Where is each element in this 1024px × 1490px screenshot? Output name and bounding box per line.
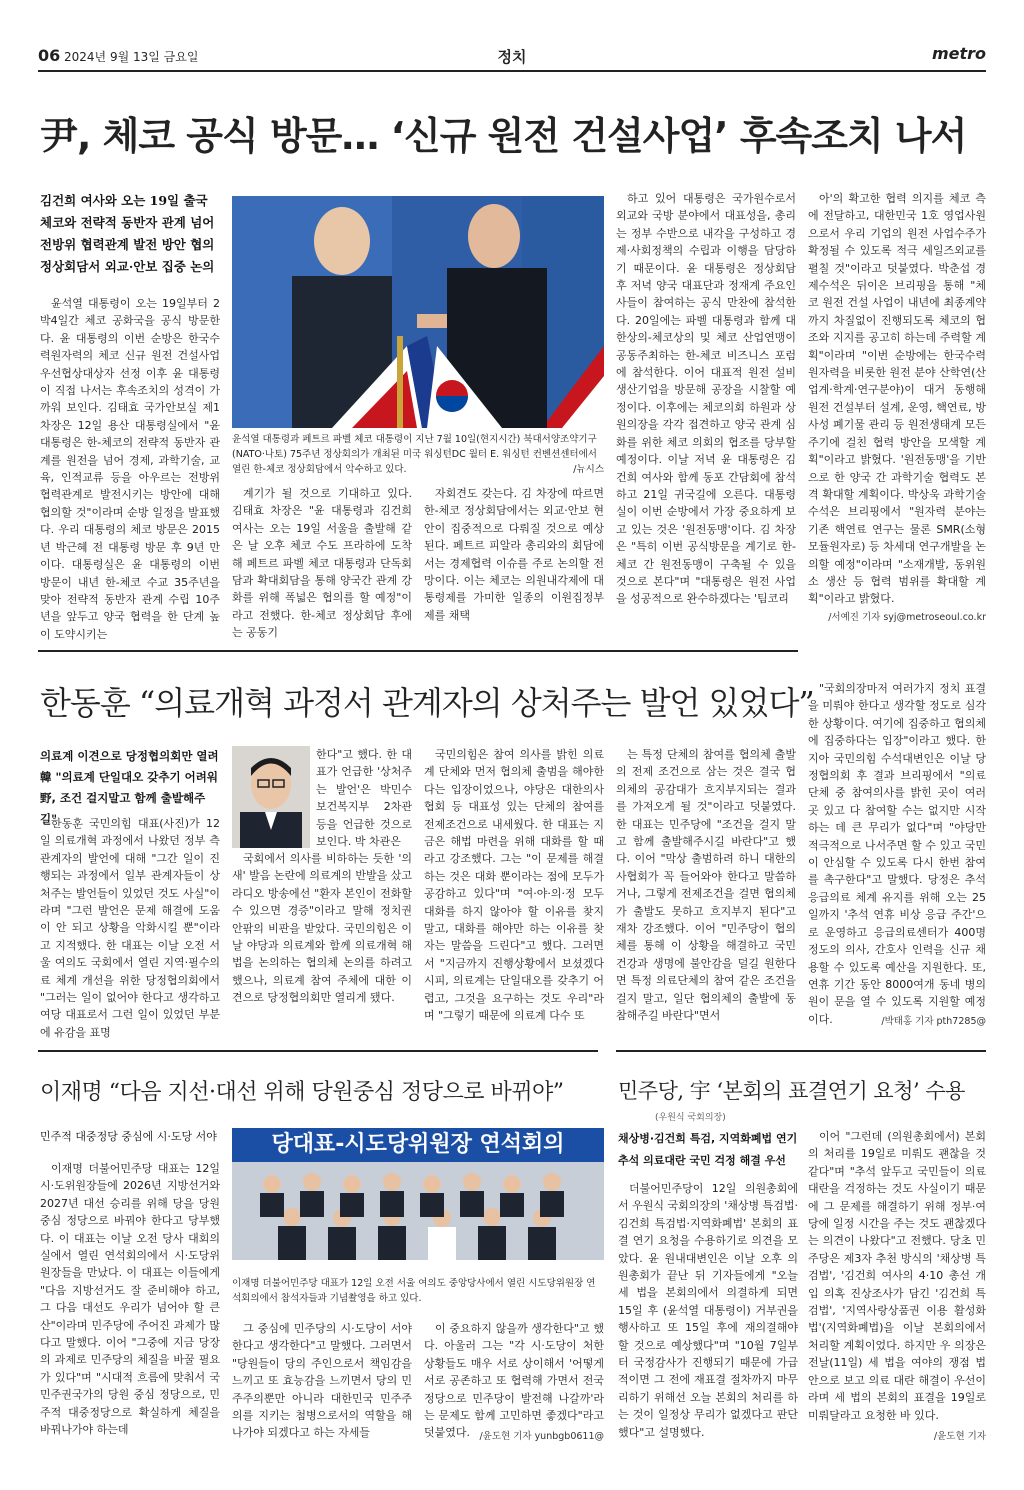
article3-col3: 이 중요하지 않을까 생각한다"고 했다. 아울러 그는 "각 시·도당이 처한 상황들도 매우 서로 상이해서 '어떻게 서로 공존하고 또 협력해 가면서 전국 정당으로 민주당이 발전해 나갈까'라는 문제도 함께 고민하면 좋겠다"라고 덧붙였다. — [424, 1322, 604, 1440]
page-number: 06 — [38, 46, 61, 65]
page-header — [38, 40, 986, 72]
article2-col3: 국민의힘은 참여 의사를 밝힌 의료계 단체와 먼저 협의체 출범을 해야한다는 입장이었으나, 야당은 대한의사협회 등 대표성 있는 단체의 참여를 전제조건으로 내세웠다. 한 대표는 지금은 해법 마련을 위해 대화를 할 때라고 강조했다. 그는 "이 문제를 해결하는 것은 대화 뿐이라는 점에 모두가 공감하고 있다"며 "여·야·의·정 모두 대화를 하지 않아야 할 이유를 찾지 말고, 대화를 해야만 하는 이유를 찾자는 말씀을 드린다"고 했다. 그러면서 "지금까지 진행상황에서 보셨겠다시피, 의료계는 단일대오를 갖추기 어렵고, 그것을 요구하는 것도 우리"라며 "그렇기 때문에 의료계 다수 또 — [424, 748, 604, 1023]
article4-col1: 더불어민주당이 12일 의원총회에서 우원식 국회의장의 '채상병 특검법·김건희 특검법·지역화폐법' 본회의 표결 연기 요청을 수용하기로 의견을 모았다. 윤 원내대변인은 이날 오후 의원총회가 끝난 뒤 기자들에게 "오늘 세 법을 본회의에서 의결하게 되면 15일 후 (윤석열 대통령이) 거부권을 행사하고 또 15일 후에 재의결해야 할 것으로 예상했다"며 "10월 7일부터 국정감사가 진행되기 때문에 가급적이면 그 전에 재표결 절차까지 마무리하기 위해선 오늘 본회의 처리를 하는 것이 일정상 무리가 없겠다고 판단했다"고 설명했다. — [618, 1182, 798, 1439]
article3-photo — [232, 1128, 604, 1272]
article2-subhead: 의료계 이견으로 당정협의회만 열려 韓 "의료계 단일대오 갖추기 어려워 野, 조건 걸지말고 함께 출발해주길" — [40, 749, 219, 826]
article4-headline: 민주당, 宇 ‘본회의 표결연기 요청’ 수용 — [618, 1079, 965, 1103]
article1-photo-caption — [232, 432, 604, 477]
article4-subhead: 채상병·김건희 특검, 지역화폐법 연기 추석 의료대란 국민 걱정 해결 우선 — [618, 1132, 798, 1167]
article2-col2a: 한다"고 했다. 한 대표가 언급한 '상처주는 발언'은 박민수 보건복지부 2차관 등을 언급한 것으로 보인다. 박 차관은 — [316, 748, 412, 849]
article4-photo-note: (우원식 국회의장) — [655, 1113, 726, 1123]
article3-byline: /윤도현 기자 yunbgb0611@ — [479, 1431, 604, 1442]
article4-byline: /윤도현 기자 — [933, 1431, 986, 1442]
article1-col1: 윤석열 대통령이 오는 19일부터 2박4일간 체코 공화국을 공식 방문한다. 윤 대통령의 이번 순방은 한국수력원자력의 체코 신규 원전 건설사업 우선협상대상자 선정 이후 윤 대통령이 직접 나서는 후속조치의 성격이 가까워 보인다. 김태효 국가안보실 제1차장은 12일 용산 대통령실에서 "윤 대통령은 한-체코의 전략적 동반자 관계를 원전을 넘어 경제, 과학기술, 교육, 인적교류 등을 아우르는 전방위 협력관계로 발전시키는 방안에 대해 협의할 것"이라며 순방 일정을 발표했다. 우리 대통령의 체코 방문은 2015년 박근혜 전 대통령 방문 후 9년 만이다. 대통령실은 윤 대통령의 이번 방문이 내년 한-체코 수교 35주년을 맞아 전략적 동반자 관계 수립 10주년을 앞두고 양국 협력을 한 단계 높이 도약시키는 — [40, 297, 220, 641]
article3-col1: 이재명 더불어민주당 대표는 12일 시·도위원장들에 2026년 지방선거와 2027년 대선 승리를 위해 당을 당원 중심 정당으로 바꿔야 한다고 당부했다. 이 대표는 이날 오전 당사 대회의실에서 열린 연석회의에서 시·도당위원장들을 만났다. 이 대표는 이들에게 "다음 지방선거도 잘 준비해야 하고, 그 다음 대선도 우리가 넘어야 할 큰 산"이라며 민주당에 주어진 과제가 많다고 말했다. 이어 "그중에 지금 당장의 과제로 민주당의 체질을 바꿀 필요가 있다"며 "시대적 흐름에 맞춰서 국민주권국가의 당원 중심 정당으로, 민주적 대중정당으로 확실하게 체질을 바꿔나가야 하는데 — [40, 1162, 220, 1437]
article2-headline: 한동훈 “의료개혁 과정서 관계자의 상처주는 발언 있었다” — [40, 684, 814, 722]
article3-headline: 이재명 “다음 지선·대선 위해 당원중심 정당으로 바뀌야” — [40, 1080, 564, 1105]
issue-date: 2024년 9월 13일 금요일 — [64, 50, 199, 64]
article1-col5: 아'의 확고한 협력 의지를 체코 측에 전달하고, 대한민국 1호 영업사원으로서 우리 기업의 원전 사업수주가 확정될 수 있도록 적극 세일즈외교를 펼칠 것"이라고 덧붙였다. 박춘섭 경제수석은 뒤이은 브리핑을 통해 "체코 원전 건설 사업이 내년에 최종계약까지 차질없이 진행되도록 체코의 협조와 지지를 공고히 하는데 주력할 계획"이라며 "이번 순방에는 한국수력원자력을 비롯한 원전 분야 산학연(산업계·학계·연구분야)이 대거 동행해 원전 건설부터 설계, 운영, 핵연료, 방사성 폐기물 관리 등 원전생태계 모든 주기에 걸친 협력 방안을 모색할 계획"이라고 밝혔다. '원전동맹'을 기반으로 한 양국 간 과학기술 협력도 본격 확대할 계획이다. 박상욱 과학기술수석은 브리핑에서 "원자력 분야는 기존 핵연료 연구는 물론 SMR(소형모듈원자로) 등 차세대 연구개발을 논의할 예정"이라며 "소재개발, 동위원소 생산 등 협력 범위를 확대할 계획"이라고 밝혔다. — [808, 192, 986, 606]
metro-logo: metro — [931, 44, 986, 63]
divider-2 — [38, 1050, 598, 1052]
article1-col3: 자회견도 갖는다. 김 차장에 따르면 한-체코 정상회담에서는 외교·안보 현안이 집중적으로 다뤄질 것으로 예상된다. 페트르 피알라 총리와의 회담에서는 경제협력 이슈를 주로 논의할 전망이다. 이는 체코는 의원내각제에 대통령제를 가미한 일종의 이원집정부제를 채택 — [424, 487, 604, 622]
article1-caption-text: 윤석열 대통령과 페트르 파벨 체코 대통령이 지난 7월 10일(현지시간) 북대서양조약기구(NATO·나토) 75주년 정상회의가 개최된 미국 워싱턴DC 월터 E. 워싱턴 컨벤션센터에서 열린 한-체코 정상회담에서 악수하고 있다. — [232, 434, 597, 475]
han-donghoon-portrait — [232, 746, 310, 848]
article3-caption-text: 이재명 더불어민주당 대표가 12일 오전 서울 여의도 중앙당사에서 열린 시도당위원장 연석회의에서 참석자들과 기념촬영을 하고 있다. — [232, 1278, 596, 1304]
article3-photo-caption — [232, 1276, 604, 1308]
article2-col2b: 국회에서 의사를 비하하는 듯한 '의새' 발음 논란에 의료계의 반발을 샀고 라디오 방송에선 "환자 본인이 전화할 수 있으면 경증"이라고 말해 정치권 안팎의 비판을 받았다. 국민의힘은 이날 야당과 의료계와 함께 의료개혁 해법을 논의하는 협의체 논의를 하려고 했으나, 의료계 참여 주체에 대한 이견으로 당정협의회만 열리게 됐다. — [232, 852, 412, 1005]
article1-byline: /서예진 기자 syj@metroseoul.co.kr — [828, 612, 986, 623]
article3-subhead: 민주적 대중정당 중심에 시·도당 서야 — [40, 1130, 217, 1143]
article1-col4: 하고 있어 대통령은 국가원수로서 외교와 국방 분야에서 대표성을, 총리는 정부 수반으로 내각을 구성하고 경제·사회정책의 수립과 이행을 담당하기 때문이다. 윤 대통령은 정상회담 후 저녁 양국 대표단과 정재계 주요인사들이 참여하는 공식 만찬에 참석한다. 20일에는 파벨 대통령과 함께 대한상의-체코상의 및 체코 산업연맹이 공동주최하는 한-체코 비즈니스 포럼에 참석한다. 이어 대표적 원전 설비 생산기업을 방문해 공장을 시찰할 예정이다. 이후에는 체코의회 하원과 상원의장을 각각 접견하고 양국 관계 심화를 위한 체코 의회의 협조를 당부할 예정이다. 이날 저녁 윤 대통령은 김건희 여사와 함께 동포 간담회에 참석하고 21일 귀국길에 오른다. 대통령실이 이번 순방에서 가장 중요하게 보고 있는 것은 '원전동맹'이다. 김 차장은 "특히 이번 공식방문을 계기로 한-체코 간 원전동맹이 구축될 수 있을 것으로 본다"며 "대통령은 원전 사업을 성공적으로 완수하겠다는 '팀코리 — [616, 192, 796, 606]
divider-1 — [38, 650, 798, 652]
article1-col2: 계기가 될 것으로 기대하고 있다. 김태효 차장은 "윤 대통령과 김건희 여사는 오는 19일 서울을 출발해 같은 날 오후 체코 수도 프라하에 도착해 페트르 파벨 체코 대통령과 단독회담과 확대회담을 통해 양국간 관계 강화를 위해 폭넓은 협의를 할 예정"이라고 전했다. 한-체코 정상회담 후에는 공동기 — [232, 487, 412, 640]
article2-portrait — [232, 746, 310, 848]
article3-col2: 그 중심에 민주당의 시·도당이 서야 한다고 생각한다"고 말했다. 그러면서 "당원들이 당의 주인으로서 책임감을 느끼고 또 효능감을 느끼면서 당의 민주주의뿐만 아니라 대한민국 민주주의를 지키는 첨병으로서의 역할을 해 나가야 되겠다고 하는 자세들 — [232, 1322, 412, 1440]
section-title: 정치 — [497, 48, 527, 66]
article2-col4: 는 특정 단체의 참여를 협의체 출발의 전제 조건으로 삼는 것은 결국 협의체의 공감대가 흐지부지되는 결과를 가져오게 될 것"이라고 덧붙였다. 한 대표는 민주당에 "조건을 걸지 말고 함께 출발해주시길 바란다"고 했다. 이어 "막상 출범하려 하니 대한의사협회가 꼭 들어와야 한다고 말씀하거나, 그렇게 전제조건을 걸면 협의체가 출발도 못하고 흐지부지 된다"고 재차 강조했다. 이어 "민주당이 협의체를 통해 이 상황을 해결하고 국민 건강과 생명에 불안감을 덜길 원한다면 특정 의료단체의 참여 같은 조건을 걸지 말고, 일단 협의체의 출발에 동참해주길 바란다"면서 — [616, 748, 796, 1023]
article4-col2: 이어 "그런데 (의원총회에서) 본회의 처리를 19일로 미뤄도 괜찮을 것 같다"며 "추석 앞두고 국민들이 의료 대란을 걱정하는 것도 사실이기 때문에 그 문제를 해결하기 위해 정부·여당에 일정 시간을 주는 것도 괜찮겠다는 의견이 나왔다"고 전했다. 당초 민주당은 제3자 추천 방식의 '채상병 특검법', '김건희 여사의 4·10 총선 개입 의혹 진상조사가 담긴 '김건희 특검법', '지역사랑상품권 이용 활성화 법'(지역화폐법)을 이날 본회의에서 처리할 계획이었다. 하지만 우 의장은 전날(11일) 세 법을 여야의 쟁점 법안으로 보고 의료 대란 해결이 우선이라며 세 법의 본회의 표결을 19일로 미뤄달라고 요청한 바 있다. — [808, 1130, 986, 1422]
conference-banner: 당대표-시도당위원장 연석회의 — [232, 1128, 604, 1162]
handshake-photo-illustration — [232, 196, 604, 428]
article1-photo — [232, 196, 604, 428]
article2-col5: "국회의장마저 여러가지 정치 표결을 미뤄야 한다고 생각할 정도로 심각한 상황이다. 여기에 집중하고 협의체에 집중하다는 입장"이라고 했다. 한지아 국민의힘 수석대변인은 이날 당정협의회 후 결과 브리핑에서 "의료단체 중 참여의사를 밝힌 곳이 여러 곳 있고 다 참여할 수는 없지만 시작하는 데 큰 무리가 없다"며 "야당만 적극적으로 나서주면 할 수 있고 국민이 안심할 수 있도록 다시 한번 참여를 촉구한다"고 말했다. 당정은 추석 응급의료 체계 유지를 위해 오는 25일까지 '추석 연휴 비상 응급 주간'으로 운영하고 응급의료센터가 400명 정도의 의사, 간호사 인력을 신규 채용할 수 있도록 예산을 지원한다. 또, 연휴 기간 동안 8000여개 동네 병의원이 문을 열 수 있도록 지원할 예정이다. — [808, 682, 986, 1026]
article2-col1: 한동훈 국민의힘 대표(사진)가 12일 의료개혁 과정에서 나왔던 정부 측 관계자의 발언에 대해 "그간 일이 진행되는 과정에서 일부 관계자들이 상처주는 발언들이 있었던 것도 사실"이라며 "그런 발언은 문제 해결에 도움이 안 되고 상황을 악화시킬 뿐"이라고 지적했다. 한 대표는 이날 오전 서울 여의도 국회에서 열린 지역·필수의료 체계 개선을 위한 당정협의회에서 "그러는 일이 없어야 한다고 생각하고 여당 대표로서 그런 일이 있었던 부분에 유감을 표명 — [40, 817, 220, 1039]
article2-byline: /박태홍 기자 pth7285@ — [881, 1016, 986, 1027]
divider-3 — [616, 1050, 986, 1052]
article1-photo-credit: /뉴시스 — [573, 464, 604, 475]
article1-subhead: 김건희 여사와 오는 19일 출국 체코와 전략적 동반자 관계 넘어 전방위 협력관계 발전 방안 협의 정상회담서 외교·안보 집중 논의 — [40, 193, 215, 274]
article1-headline: 尹, 체코 공식 방문… ‘신규 원전 건설사업’ 후속조치 나서 — [40, 114, 967, 158]
group-photo-illustration — [232, 1162, 604, 1272]
